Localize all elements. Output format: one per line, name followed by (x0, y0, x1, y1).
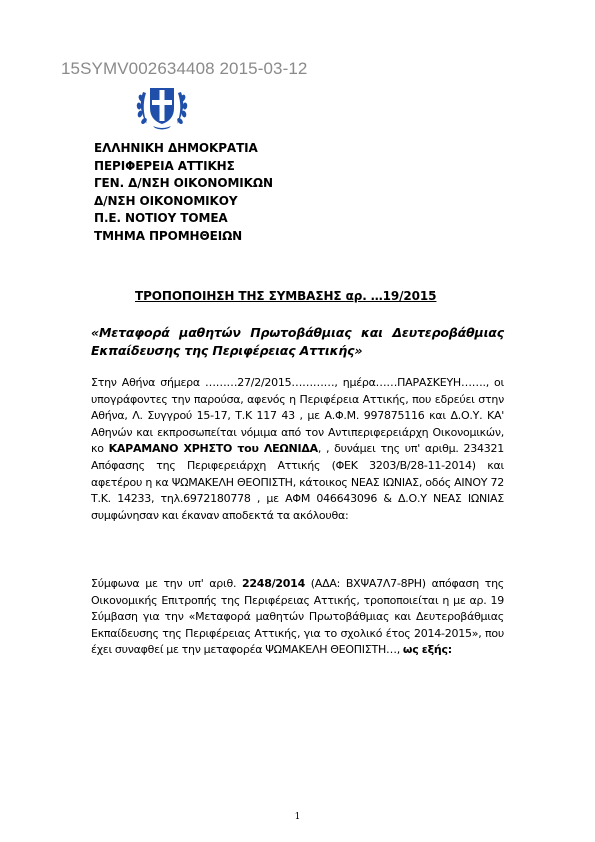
issuer-header (94, 140, 273, 246)
document-title: ΤΡΟΠΟΠΟΙΗΣΗ ΤΗΣ ΣΥΜΒΑΣΗΣ αρ. …19/2015 (135, 289, 437, 303)
header-line: Π.Ε. ΝΟΤΙΟΥ ΤΟΜΕΑ (94, 211, 228, 226)
greek-coat-of-arms-icon (133, 84, 191, 130)
header-line: Δ/ΝΣΗ ΟΙΚΟΝΟΜΙΚΟΥ (94, 193, 238, 208)
paragraph-text: , , δυνάμει της υπ' αριθμ. 234321 Απόφασης της Περιφερειάρχη Αττικής (ΦΕΚ 3203/Β/28-11-2014) και αφετέρου η κα ΨΩΜΑΚΕΛΗ ΘΕΟΠΙΣΤΗ, κάτοικος ΝΕΑΣ ΙΩΝΙΑΣ, οδός ΑΙΝΟΥ 72 Τ.Κ. 14233, τηλ.6972180778 , με ΑΦΜ 046643096 & Δ.Ο.Υ ΝΕΑΣ ΙΩΝΙΑΣ συμφώνησαν και έκαναν αποδεκτά τα ακόλουθα: (91, 442, 504, 522)
representative-name: ΚΑΡΑΜΑΝΟ ΧΡΗΣΤΟ του ΛΕΩΝΙΔΑ (108, 442, 318, 456)
amendment-paragraph (91, 576, 504, 659)
document-stamp: 15SYMV002634408 2015-03-12 (61, 59, 308, 78)
paragraph-text: (ΑΔΑ: ΒΧΨΑ7Λ7-8ΡΗ) απόφαση της Οικονομικής Επιτροπής της Περιφέρειας Αττικής, τροποποιείται η με αρ. 19 Σύμβαση για την «Μεταφορά μαθητών Πρωτοβάθμιας και Δευτεροβάθμιας Εκπαίδευσης της Περιφέρειας Αττικής, για το σχολικό έτος 2014-2015», που έχει συναφθεί με την μεταφορέα ΨΩΜΑΚΕΛΗ ΘΕΟΠΙΣΤΗ…, (91, 577, 504, 657)
contract-subject: «Μεταφορά μαθητών Πρωτοβάθμιας και Δευτεροβάθμιας Εκπαίδευσης της Περιφέρειας Αττικής» (91, 325, 504, 358)
header-line: ΤΜΗΜΑ ΠΡΟΜΗΘΕΙΩΝ (94, 228, 243, 243)
header-line: ΠΕΡΙΦΕΡΕΙΑ ΑΤΤΙΚΗΣ (94, 158, 235, 173)
header-line: ΕΛΛΗΝΙΚΗ ΔΗΜΟΚΡΑΤΙΑ (94, 141, 258, 155)
decision-number: 2248/2014 (241, 577, 305, 590)
paragraph-ending: ως εξής: (402, 643, 452, 657)
parties-paragraph (91, 375, 504, 524)
paragraph-text: Στην Αθήνα σήμερα ………27/2/2015…………, ημέρα……ΠΑΡΑΣΚΕΥΗ……., οι υπογράφοντες την παρούσα, αφενός η Περιφέρεια Αττικής, που εδρεύει στην Αθήνα, Λ. Συγγρού 15-17, Τ.Κ 117 43 , με Α.Φ.Μ. 997875116 και Δ.Ο.Υ. ΚΑ' Αθηνών και εκπροσωπείται νόμιμα από τον Αντιπεριφερειάρχη Οικονομικών, κο (91, 376, 504, 456)
paragraph-text: Σύμφωνα με την υπ' αριθ. (91, 577, 242, 590)
page-number: 1 (294, 812, 301, 822)
header-line: ΓΕΝ. Δ/ΝΣΗ ΟΙΚΟΝΟΜΙΚΩΝ (94, 176, 273, 191)
